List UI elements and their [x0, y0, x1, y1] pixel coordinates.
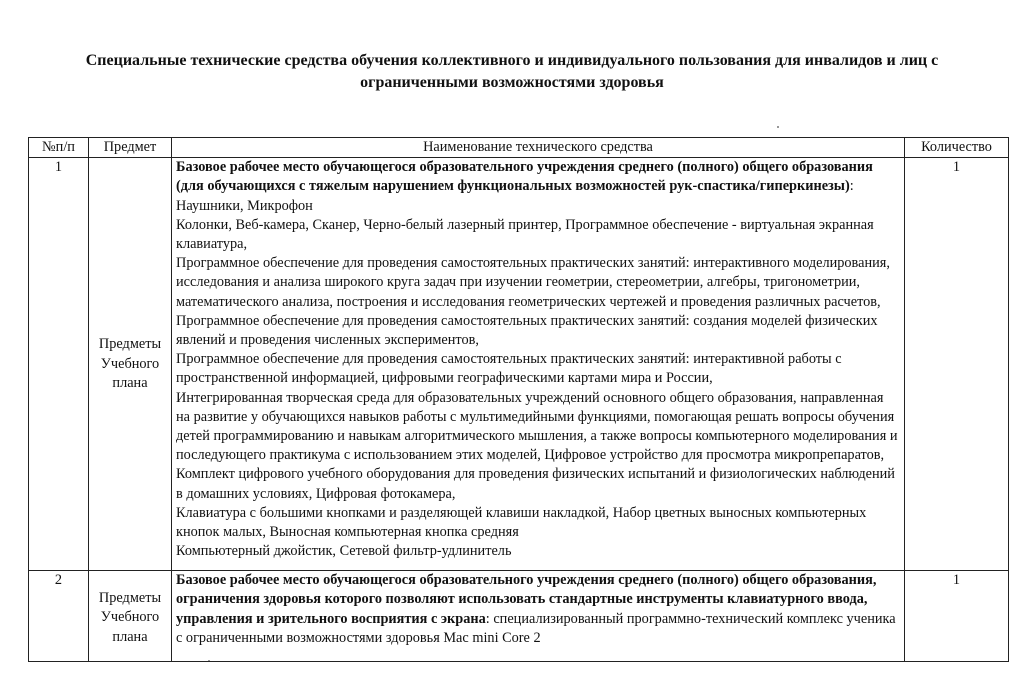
- equipment-item: Колонки, Веб-камера, Сканер, Черно-белый лазерный принтер, Программное обеспечение - виртуальная экранная клавиатура,: [176, 216, 874, 253]
- equipment-item: Интегрированная творческая среда для образовательных учреждений основного общего образования, направленная на развитие у обучающихся навыков работы с мультимедийными функциями, помогающая решать вопросы обучения детей программированию и навыкам алгоритмического мышления, а также вопросы компьютерного моделирования и последующего практикума с использованием этих моделей, Цифровое устройство для просмотра микропрепаратов,: [176, 389, 898, 464]
- table-row: [29, 571, 1009, 662]
- header-equipment-name: Наименование технического средства: [172, 138, 905, 158]
- equipment-item: Программное обеспечение для проведения самостоятельных практических занятий: интерактивной работы с пространственной информацией, цифровыми географическими картами мира и России,: [176, 351, 842, 387]
- row-subject: Предметы Учебного плана: [89, 158, 172, 571]
- equipment-item: Программное обеспечение для проведения самостоятельных практических занятий: создания моделей физических явлений и проведения численных экспериментов,: [176, 312, 878, 349]
- header-subject: Предмет: [89, 138, 172, 158]
- header-number: №п/п: [29, 138, 89, 158]
- table-header-row: [29, 138, 1009, 158]
- row-quantity: 1: [905, 158, 1009, 571]
- row-number: 2: [29, 571, 89, 662]
- equipment-item: Комплект цифрового учебного оборудования для проведения физических испытаний и физиологических наблюдений в домашних условиях, Цифровая фотокамера,: [176, 466, 895, 502]
- equipment-item: Клавиатура с большими кнопками и разделяющей клавиши накладкой, Набор цветных выносных компьютерных кнопок малых, Выносная компьютерная кнопка средняя: [176, 504, 867, 541]
- equipment-item: Компьютерный джойстик, Сетевой фильтр-удлинитель: [176, 543, 512, 560]
- equipment-table: [28, 137, 1009, 662]
- table-row: [29, 158, 1009, 571]
- equipment-item: Программное обеспечение для проведения самостоятельных практических занятий: интерактивного моделирования, исследования и анализа широкого круга задач при изучении геометрии, стереометрии, алгебры, тригонометрии, математического анализа, построения и исследования геометрических чертежей и проведения различных расчетов,: [176, 255, 890, 310]
- page-title: Специальные технические средства обучения коллективного и индивидуального пользования для инвалидов и лиц с ограниченными возможностями здоровья: [85, 52, 939, 91]
- workplace-title: Базовое рабочее место обучающегося образовательного учреждения среднего (полного) общего образования, ограничения здоровья которого позволяют использовать стандартные инструменты клавиатурного ввода, управления и зрительного восприятия с экрана: [176, 572, 877, 627]
- row-number: 1: [29, 158, 89, 571]
- workplace-title: Базовое рабочее место обучающегося образовательного учреждения среднего (полного) общего образования (для обучающихся с тяжелым нарушением функциональных возможностей рук-спастика/гиперкинезы): [176, 159, 873, 195]
- header-quantity: Количество: [905, 138, 1009, 158]
- scan-speck: [777, 126, 779, 128]
- equipment-item: : Наушники, Микрофон: [176, 178, 854, 214]
- equipment-item: : специализированный программно-технический комплекс ученика с ограниченными возможностями здоровья Mac mini Core 2: [176, 610, 896, 646]
- row-quantity: 1: [905, 571, 1009, 662]
- row-description: [172, 571, 905, 662]
- row-subject: Предметы Учебного плана: [89, 571, 172, 662]
- row-description: [172, 158, 905, 571]
